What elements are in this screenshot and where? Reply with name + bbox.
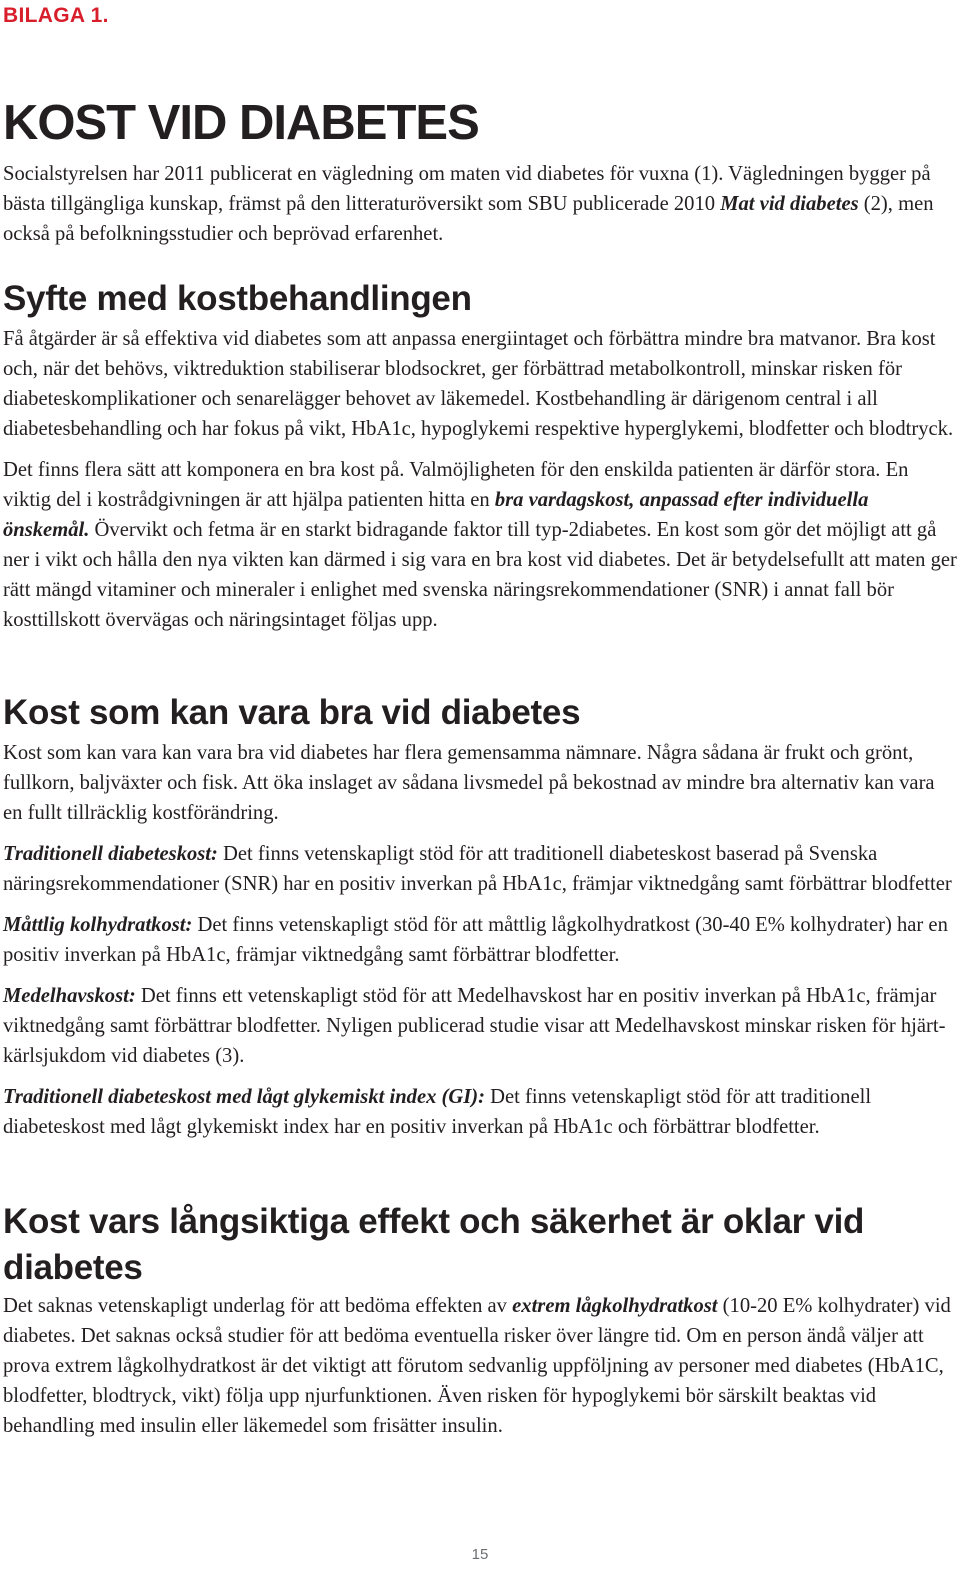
diet-item-traditional — [3, 839, 958, 899]
intro-text-part1: Socialstyrelsen har 2011 publicerat en vägledning om maten vid diabetes för vuxna (1). Vägledningen bygger på bästa tillgängliga kunskap, främst på den litteraturöversikt som SBU publicerade 2010 — [3, 163, 931, 215]
unclear-diets-section — [3, 1199, 958, 1441]
purpose-paragraph-1: Få åtgärder är så effektiva vid diabetes som att anpassa energiintaget och förbättra mindre bra matvanor. Bra kost och, när det behövs, viktreduktion stabiliserar blodsockret, ger förbättrad metabolkontroll, minskar risken för diabeteskomplikationer och senarelägger behovet av läkemedel. Kostbehandling är därigenom central i all diabetesbehandling och har fokus på vikt, HbA1c, hypoglykemi respektive hyperglykemi, blodfetter och blodtryck. — [3, 328, 954, 440]
diet-item-text: Det finns vetenskapligt stöd för att måttlig lågkolhydratkost (30-40 E% kolhydrater) har en positiv inverkan på HbA1c, främjar viktnedgång samt förbättrar blodfetter. — [3, 914, 948, 966]
purpose-emphasis: bra vardagskost, anpassad efter individuella önskemål. — [3, 489, 869, 541]
purpose-paragraph-2 — [3, 455, 958, 635]
good-diets-intro: Kost som kan vara kan vara bra vid diabetes har flera gemensamma nämnare. Några sådana är frukt och grönt, fullkorn, baljväxter och fisk. Att öka inslaget av sådana livsmedel på bekostnad av mindre bra alternativ kan vara en fullt tillräcklig kostförändring. — [3, 742, 935, 824]
diet-item-lead: Traditionell diabeteskost med lågt glykemiskt index (GI): — [3, 1086, 486, 1108]
purpose-heading: Syfte med kostbehandlingen — [3, 279, 472, 318]
page-number: 15 — [471, 1546, 489, 1563]
intro-paragraph — [3, 159, 958, 249]
intro-text-part2: (2), men också på befolkningsstudier och beprövad erfarenhet. — [3, 193, 934, 245]
diet-item-lead: Traditionell diabeteskost: — [3, 843, 218, 865]
diet-item-moderate-carb — [3, 910, 958, 970]
diet-item-lead: Medelhavskost: — [3, 985, 136, 1007]
intro-section — [3, 159, 958, 249]
diet-item-text: Det finns ett vetenskapligt stöd för att Medelhavskost har en positiv inverkan på HbA1c, främjar viktnedgång samt förbättrar blodfetter. Nyligen publicerad studie visar att Medelhavskost minskar risken för hjärt- kärlsjukdom vid diabetes (3). — [3, 985, 946, 1067]
diet-item-lead: Måttlig kolhydratkost: — [3, 914, 193, 936]
unclear-text-part2: (10-20 E% kolhydrater) vid diabetes. Det saknas också studier för att bedöma eventuella risker över längre tid. Om en person ändå väljer att prova extrem lågkolhydratkost är det viktigt att förutom sedvanlig uppföljning av personer med diabetes (HbA1C, blodfetter, blodtryck, vikt) följa upp njurfunktionen. Även risken för hypoglykemi bör särskilt beaktas vid behandling med insulin eller läkemedel som frisätter insulin. — [3, 1295, 951, 1437]
purpose-text-part1: Det finns flera sätt att komponera en bra kost på. Valmöjligheten för den enskilda patienten är därför stora. En viktig del i kostrådgivningen är att hjälpa patienten hitta en — [3, 459, 909, 511]
diet-item-low-gi — [3, 1082, 958, 1142]
diet-item-text: Det finns vetenskapligt stöd för att traditionell diabeteskost med lågt glykemiskt index har en positiv inverkan på HbA1c och förbättrar blodfetter. — [3, 1086, 872, 1138]
unclear-diets-paragraph — [3, 1291, 958, 1441]
unclear-diets-heading: Kost vars långsiktiga effekt och säkerhet är oklar vid diabetes — [3, 1202, 865, 1287]
good-diets-heading: Kost som kan vara bra vid diabetes — [3, 693, 581, 732]
page-title: KOST VID DIABETES — [3, 96, 479, 150]
diet-item-text: Det finns vetenskapligt stöd för att traditionell diabeteskost baserad på Svenska näringsrekommendationer (SNR) har en positiv inverkan på HbA1c, främjar viktnedgång samt förbättrar blodfetter — [3, 843, 952, 895]
purpose-section — [3, 276, 958, 635]
report-title: Mat vid diabetes — [720, 193, 859, 215]
appendix-label: BILAGA 1. — [3, 4, 109, 27]
good-diets-section — [3, 690, 958, 1142]
unclear-emphasis: extrem lågkolhydratkost — [512, 1295, 718, 1317]
unclear-text-part1: Det saknas vetenskapligt underlag för att bedöma effekten av — [3, 1295, 513, 1317]
diet-item-mediterranean — [3, 981, 958, 1071]
purpose-text-part2: Övervikt och fetma är en starkt bidragande faktor till typ-2diabetes. En kost som gör det möjligt att gå ner i vikt och hålla den nya vikten kan därmed i sig vara en bra kost vid diabetes. Det är betydelsefullt att maten ger rätt mängd vitaminer och mineraler i enlighet med svenska näringsrekommendationer (SNR) i annat fall bör kosttillskott övervägas och näringsintaget följas upp. — [3, 519, 957, 631]
